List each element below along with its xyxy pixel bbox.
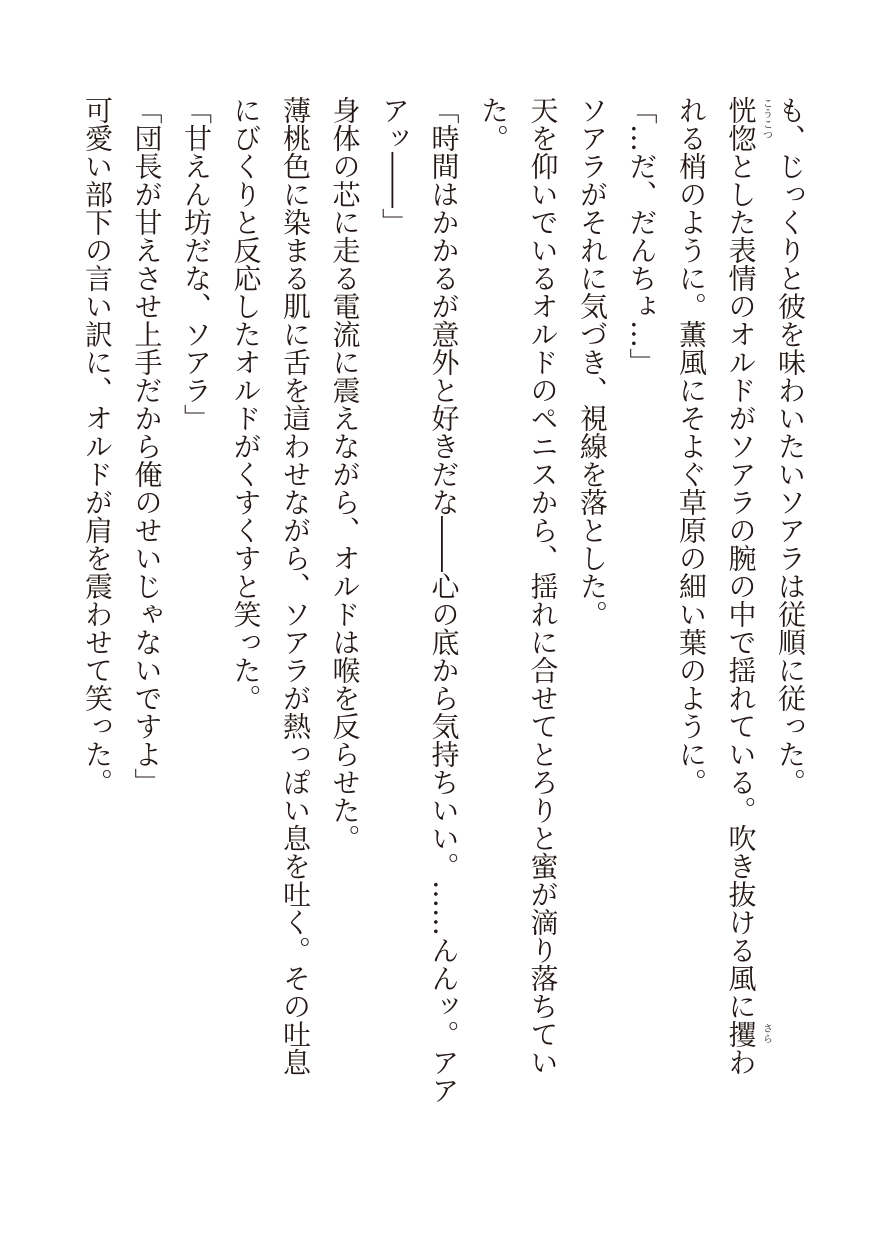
text-line-13: 「甘えん坊だな、ソアラ」 [180,96,213,432]
text-line-14: 「団長が甘えさせ上手だから俺のせいじゃないですよ」 [130,96,164,796]
ruby-word-koukotsu [724,96,772,152]
text-line-1: も、じっくりと彼を味わいたいソアラは従順に従った。 [774,96,807,796]
line-2-middle: とした表情のオルドがソアラの腕の中で揺れている。吹き抜ける風に [724,152,758,1020]
ruby-base-text: 攫 [724,1020,758,1048]
furigana-sara: さら [760,1023,772,1044]
text-line-15: 可愛い部下の言い訳に、オルドが肩を震わせて笑った。 [81,96,114,796]
text-line-7: た。 [477,96,510,152]
text-line-6: 天を仰いでいるオルドのペニスから、揺れに合せてとろりと蜜が滴り落ちてい [526,96,560,1076]
text-line-11: 薄桃色に染まる肌に舌を這わせながら、ソアラが熱っぽい息を吐く。その吐息 [279,96,312,1076]
text-line-9: アッ――」 [378,96,411,236]
text-line-12: にびくりと反応したオルドがくすくすと笑った。 [229,96,263,712]
text-line-3: れる梢のように。薫風にそよぐ草原の細い葉のように。 [675,96,708,796]
text-line-8: 「時間はかかるが意外と好きだな――心の底から気持ちいい。……んんッ。アア [427,96,461,1104]
text-line-2 [716,96,772,1206]
furigana-koukotsu: こうこつ [760,98,772,140]
ruby-base-text: 恍惚 [724,96,758,152]
text-line-5: ソアラがそれに気づき、視線を落とした。 [576,96,609,628]
vertical-text-body [73,96,816,1206]
text-line-10: 身体の芯に走る電流に震えながら、オルドは喉を反らせた。 [328,96,362,852]
line-2-end: わ [724,1048,758,1076]
ruby-word-sara [724,1020,772,1048]
text-line-4: 「…だ、だんちょ…」 [625,96,659,376]
